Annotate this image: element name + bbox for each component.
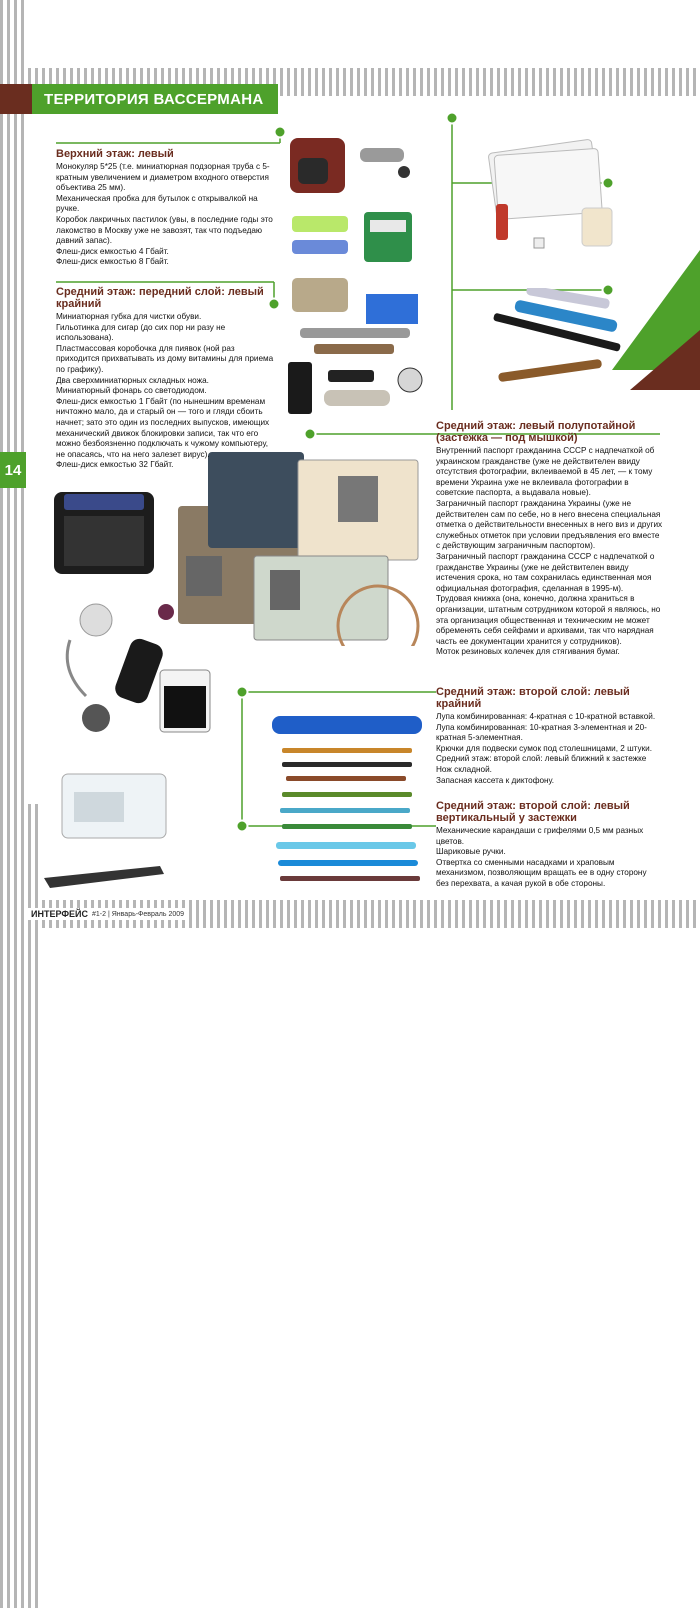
section-middle-half-hidden [436,420,664,658]
magnifiers-and-hooks-photo [56,600,226,750]
section-middle-second-layer [436,686,660,786]
monocular-and-flash-drives-photo [280,128,440,268]
cassette-and-knife-photo [40,770,180,894]
section-middle-vertical [436,800,660,890]
section-title: Средний этаж: второй слой: левый крайний [436,686,630,710]
cards-and-dice-photo [486,132,616,256]
page-title: ТЕРРИТОРИЯ ВАССЕРМАНА [44,90,264,108]
section-upper-floor-left [56,148,274,268]
issue-info: #1-2 | Январь-Февраль 2009 [92,910,185,918]
section-title: Верхний этаж: левый [56,148,174,160]
magazine-logo: ИНТЕРФЕЙС [31,909,89,919]
section-text: Лупа комбинированная: 4-кратная с 10-кратной вставкой. Лупа комбинированная: 10-кратная 3-элементная и 20-кратная 5-элементная. Крючки для подвески сумок под столешницами, 2 штуки. Средний этаж: второй слой: левый ближний к застежке Нож складной. Запасная кассета к диктофону. [436,712,656,785]
section-text: Монокуляр 5*25 (т.е. миниатюрная подзорная труба с 5-кратным увеличением и диаметром входного отверстия объектива 25 мм). Механическая пробка для бутылок с открывалкой на ручке. Коробок лакричных пастилок (увы, в последние годы это лакомство в Москву уже не завозят, так что подъедаю давний запас). Флеш-диск емкостью 4 Гбайт. Флеш-диск емкостью 8 Гбайт. [56,162,273,267]
section-title: Средний этаж: левый полупотайной (застежка — под мышкой) [436,420,636,444]
page-footer [28,908,187,920]
section-text: Механические карандаши с грифелями 0,5 мм разных цветов. Шариковые ручки. Отвертка со сменными насадками и храповым механизмом, позволяющим вращать ее в одну сторону без перехвата, а качая рукой в обе стороны. [436,826,647,888]
knives-and-tools-photo [486,288,626,398]
section-middle-front-left [56,286,274,471]
section-text: Внутренний паспорт гражданина СССР с надпечаткой об украинском гражданстве (уже не действителен ввиду отсутствия фотографии, вклеиваемой в 45 лет, — к тому времени Украина уже не вклеивала фотографии в советские паспорта, а выдавала новые). Заграничный паспорт гражданина Украины (уже не действителен сам по себе, но в него внесена специальная отметка о действительности внесенных в него виз и других служебных отметок при условии предъявления его вместе с действующим заграничным паспортом). Заграничный паспорт гражданина СССР с надпечаткой о гражданстве Украины (уже не действителен ввиду истечения срока, но там сохранилась единственная моя официальная фотография, сделанная в 1995-м). Трудовая книжка (она, конечно, должна храниться в организации, штатным сотрудником которой я являюсь, но эта организация общественная и техническим не может обременять себя сейфами и архивами, так что нарядная часть ее документации хранится у сотрудников). Моток резиновых колечек для стягивания бумаг. [436,446,663,657]
pocket-items-photo [284,272,434,420]
pens-and-screwdriver-photo [262,700,432,890]
section-title: Средний этаж: второй слой: левый вертикальный у застежки [436,800,630,824]
section-text: Миниатюрная губка для чистки обуви. Гильотинка для сигар (до сих пор ни разу не использована). Пластмассовая коробочка для пиявок (ной раз приходится прихватывать из дому витамины для приема по графику). Два сверхминиатюрных складных ножа. Миниатюрный фонарь со светодиодом. Флеш-диск емкостью 1 Гбайт (по нынешним временам ничтожно мало, да и старый он — того и гляди сбоить начнет; зато это один из последних выпусков, имеющих механический движок блокировки записи, так что его можно безбоязненно подключать к чужому компьютеру, не опасаясь, что на него залезет вирус). Флеш-диск емкостью 32 Гбайт. [56,312,274,470]
section-title: Средний этаж: передний слой: левый крайний [56,286,264,310]
bag-organizer-photo [50,486,170,582]
page-number: 14 [0,452,26,488]
